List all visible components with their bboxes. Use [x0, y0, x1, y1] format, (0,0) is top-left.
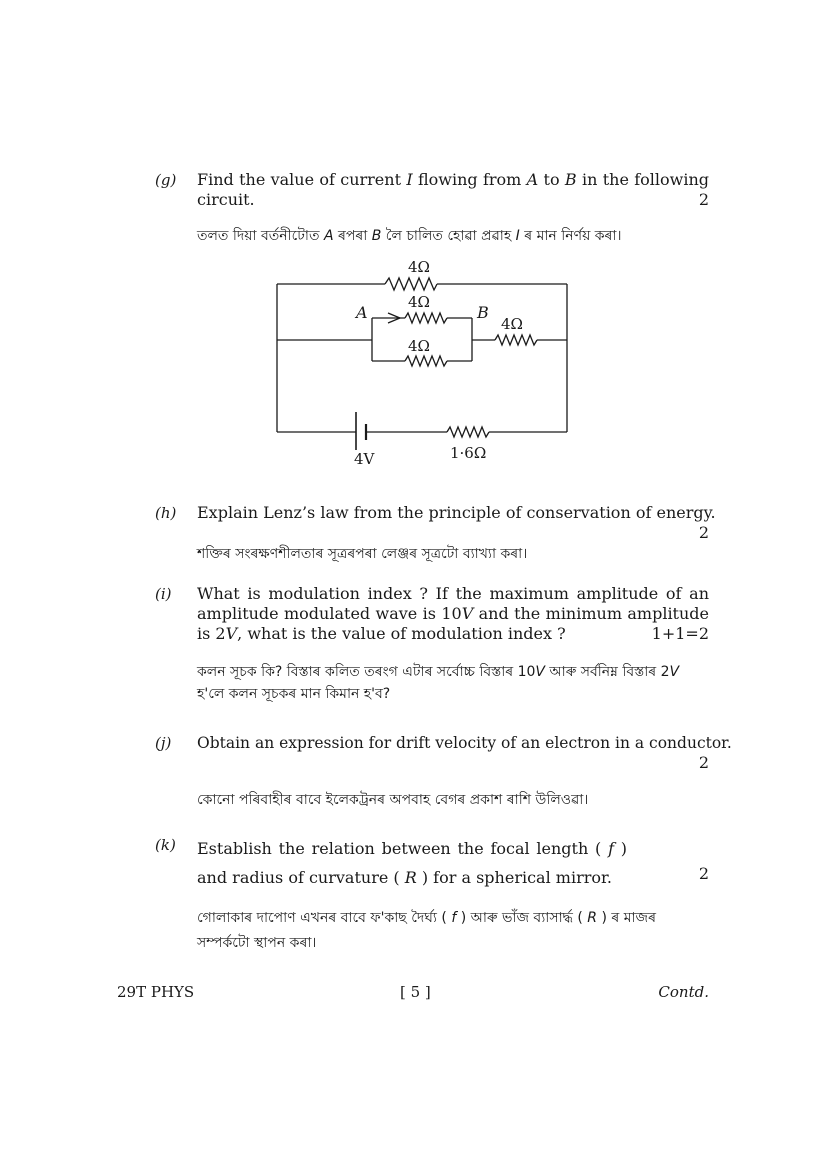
label-r-right: 4Ω [501, 315, 523, 333]
label-r-bottom: 1·6Ω [450, 444, 487, 462]
question-text: What is modulation index ? If the maximum amplitude of an amplitude modulated wave is 10V and the minimum amplitude is 2V, what is the value of modulation index ? [197, 584, 709, 643]
label-r-mid-upper: 4Ω [408, 293, 430, 311]
resistor-bottom [447, 427, 489, 437]
footer-code: 29T PHYS [117, 983, 195, 1001]
marks: 2 [698, 753, 709, 772]
label-r-mid-lower: 4Ω [408, 337, 430, 355]
page-number: [ 5 ] [400, 983, 431, 1001]
question-text: Obtain an expression for drift velocity of an electron in a conductor. [197, 734, 732, 752]
question-text: Explain Lenz’s law from the principle of conservation of energy. [197, 503, 716, 522]
marks: 2 [698, 190, 709, 209]
question-text-assamese: কলন সূচক কি? বিস্তাৰ কলিত তৰংগ এটাৰ সৰ্বোচ্চ বিস্তাৰ 10V আৰু সৰ্বনিম্ন বিস্তাৰ 2V হ'লে কলন সূচকৰ মান কিমান হ'ব? [197, 664, 680, 702]
question-text: Establish the relation between the focal length ( f ) and radius of curvature ( R ) for a spherical mirror. [197, 839, 627, 887]
question-label: (k) [155, 836, 176, 854]
resistor-top [385, 278, 437, 290]
marks: 2 [698, 523, 709, 542]
question-text: Find the value of current I flowing from A to B in the following circuit. [197, 170, 710, 209]
label-r-top: 4Ω [408, 258, 430, 276]
resistor-mid-upper [405, 313, 447, 323]
question-text-assamese: গোলাকাৰ দাপোণ এখনৰ বাবে ফ'কাছ দৈৰ্ঘ্য ( f ) আৰু ভাঁজ ব্যাসাৰ্দ্ধ ( R ) ৰ মাজৰ সম্পৰ্কটো স্থাপন কৰা। [197, 910, 656, 951]
question-text-assamese: তলত দিয়া বর্তনীটোত A ৰপৰা B লৈ চালিত হোৱা প্ৰৱাহ I ৰ মান নিৰ্ণয় কৰা। [197, 228, 622, 244]
battery-label: 4V [354, 450, 375, 468]
resistor-mid-lower [405, 356, 447, 366]
question-text-assamese: শক্তিৰ সংৰক্ষণশীলতাৰ সূত্ৰৰপৰা লেঞ্জৰ সূত্ৰটো ব্যাখ্যা কৰা। [197, 546, 528, 562]
question-text-assamese: কোনো পৰিবাহীৰ বাবে ইলেকট্ৰনৰ অপবাহ বেগৰ প্ৰকাশ ৰাশি উলিওৱা। [197, 792, 589, 808]
question-label: (j) [155, 734, 172, 752]
marks: 1+1=2 [651, 624, 709, 643]
question-label: (h) [155, 504, 177, 522]
question-label: (i) [155, 585, 172, 603]
footer-contd: Contd. [658, 983, 709, 1001]
circuit-diagram [0, 0, 826, 480]
node-b-label: B [477, 303, 489, 322]
node-a-label: A [356, 303, 368, 322]
resistor-right [495, 335, 537, 345]
marks: 2 [698, 864, 709, 883]
question-label: (g) [155, 171, 177, 189]
